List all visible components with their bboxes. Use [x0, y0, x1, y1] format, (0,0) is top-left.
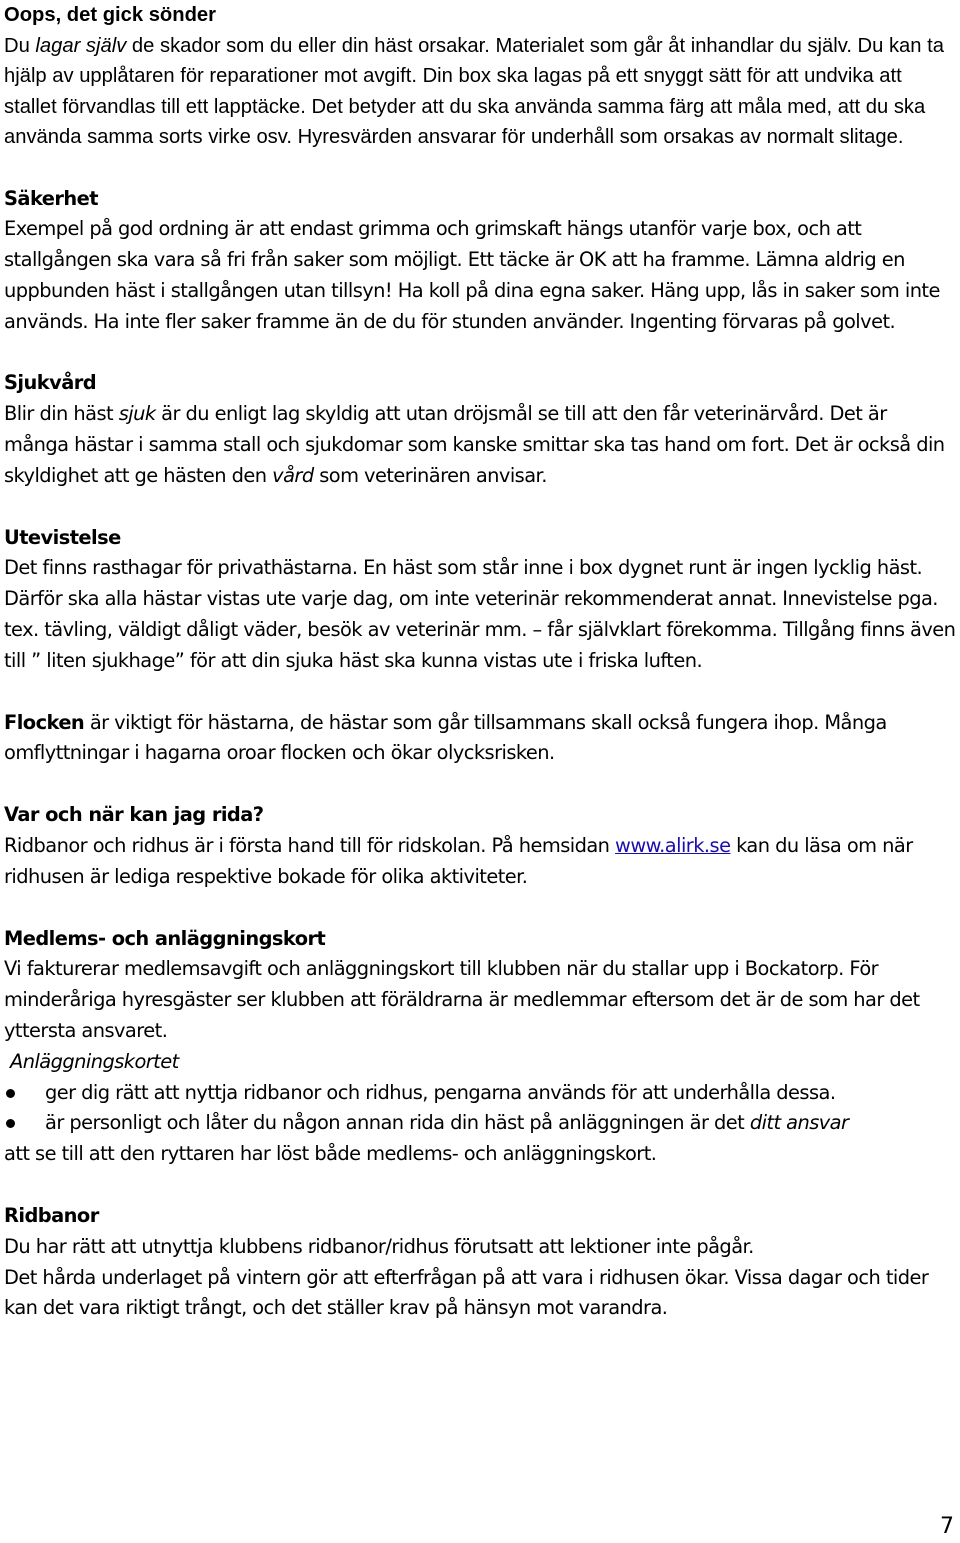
- emphasis-lagar-sjalv: lagar själv: [35, 34, 127, 57]
- section-heading-rida: Var och när kan jag rida?: [4, 803, 264, 827]
- section-body-ridbanor-1: Du har rätt att utnyttja klubbens ridbanor/ridhus förutsatt att lektioner inte pågår.: [4, 1234, 754, 1258]
- continuation-text: att se till att den ryttaren har löst både medlems- och anläggningskort.: [4, 1142, 657, 1166]
- section-sakerhet: [4, 184, 956, 338]
- section-sjukvard: [4, 368, 956, 491]
- subheading-anlaggningskortet: Anläggningskortet: [10, 1049, 179, 1073]
- section-heading-flocken: Flocken: [4, 710, 85, 734]
- emphasis-ditt-ansvar: ditt ansvar: [749, 1111, 849, 1135]
- text-run: är personligt och låter du någon annan rida din häst på anläggningen är det: [45, 1111, 750, 1135]
- section-heading-oops: Oops, det gick sönder: [4, 4, 217, 26]
- text-run: de skador som du eller din häst orsakar. Materialet som går åt inhandlar du själv. Du kan ta hjälp av upplåtaren för reparationer mot avgift. Din box ska lagas på ett snyggt sätt för att undvika att stallet förvandlas till ett lapptäcke. Det betyder att du ska använda samma färg att måla med, att du ska använda samma sorts virke osv. Hyresvärden ansvarar för underhåll som orsakas av normalt slitage.: [4, 34, 944, 148]
- document-page: [4, 0, 956, 1324]
- text-run: som veterinären anvisar.: [313, 463, 547, 487]
- emphasis-sjuk: sjuk: [118, 402, 156, 426]
- section-body-sjukvard: [4, 399, 956, 491]
- section-heading-utevistelse: Utevistelse: [4, 525, 121, 549]
- section-body-sakerhet: Exempel på god ordning är att endast grimma och grimskaft hängs utanför varje box, och att stallgången ska vara så fri från saker som möjligt. Ett täcke är OK att ha framme. Lämna aldrig en uppbunden häst i stallgången utan tillsyn! Ha koll på dina egna saker. Häng upp, lås in saker som inte används. Ha inte fler saker framme än de du för stunden använder. Ingenting förvaras på golvet.: [4, 217, 940, 333]
- website-link[interactable]: www.alirk.se: [615, 834, 731, 858]
- section-flocken: [4, 708, 956, 770]
- section-body-rida: [4, 831, 956, 893]
- section-body-oops: [4, 31, 956, 153]
- section-heading-ridbanor: Ridbanor: [4, 1204, 99, 1228]
- section-heading-medlem: Medlems- och anläggningskort: [4, 926, 326, 950]
- text-run: är viktigt för hästarna, de hästar som går tillsammans skall också fungera ihop. Många omflyttningar i hagarna oroar flocken och ökar olycksrisken.: [4, 710, 887, 765]
- text-run: är du enligt lag skyldig att utan dröjsmål se till att den får veterinärvård. Det är många hästar i samma stall och sjukdomar som kanske smittar ska tas hand om fort. Det är också din skyldighet att ge hästen den: [4, 402, 945, 487]
- bullet-list: [4, 1078, 956, 1140]
- text-run: Ridbanor och ridhus är i första hand till för ridskolan. På hemsidan: [4, 834, 616, 858]
- section-body-utevistelse: Det finns rasthagar för privathästarna. En häst som står inne i box dygnet runt är ingen lycklig häst. Därför ska alla hästar vistas ute varje dag, om inte veterinär rekommenderat annat. Innevistelse pga. tex. tävling, väldigt dåligt väder, besök av veterinär mm. – får självklart förekomma. Tillgång finns även till ” liten sjukhage” för att din sjuka häst ska kunna vistas ute i friska luften.: [4, 556, 956, 672]
- text-run: Blir din häst: [4, 402, 119, 426]
- bullet-icon: [6, 1119, 15, 1128]
- section-oops: [4, 0, 956, 153]
- section-ridbanor: [4, 1201, 956, 1324]
- text-run: Du: [4, 34, 36, 57]
- list-item: [4, 1078, 956, 1109]
- section-utevistelse: [4, 523, 956, 677]
- section-heading-sjukvard: Sjukvård: [4, 371, 97, 395]
- section-heading-sakerhet: Säkerhet: [4, 186, 98, 210]
- section-body-flocken: [4, 708, 956, 770]
- section-medlem: [4, 924, 956, 1170]
- section-rida: [4, 800, 956, 892]
- page-number: 7: [940, 1514, 954, 1539]
- section-body-ridbanor-2: Det hårda underlaget på vintern gör att efterfrågan på att vara i ridhusen ökar. Vissa dagar och tider kan det vara riktigt trångt, och det ställer krav på hänsyn mot varandra.: [4, 1265, 929, 1320]
- text-run: kan du läsa om när ridhusen är lediga respektive bokade för olika aktiviteter.: [4, 834, 913, 888]
- text-run: ger dig rätt att nyttja ridbanor och ridhus, pengarna används för att underhålla dessa.: [45, 1080, 836, 1104]
- emphasis-vard: vård: [272, 463, 314, 487]
- bullet-icon: [6, 1089, 15, 1098]
- section-body-medlem: Vi fakturerar medlemsavgift och anläggningskort till klubben när du stallar upp i Bockatorp. För minderåriga hyresgäster ser klubben att föräldrarna är medlemmar eftersom det är de som har det yttersta ansvaret.: [4, 957, 920, 1043]
- list-item: [4, 1108, 956, 1139]
